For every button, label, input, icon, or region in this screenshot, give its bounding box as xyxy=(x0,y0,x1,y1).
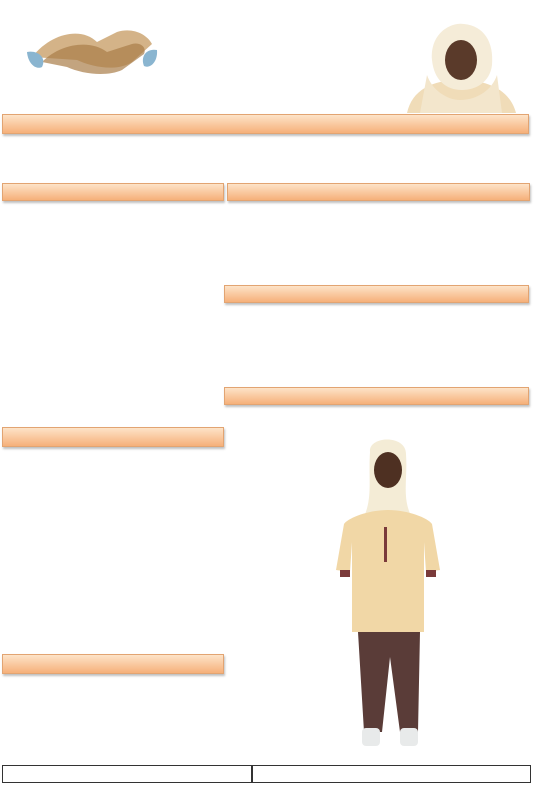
previous-employment-header xyxy=(2,654,224,674)
candidate-portrait xyxy=(402,20,520,113)
candidate-photo-header xyxy=(224,387,529,405)
footer-note-cell xyxy=(252,765,531,783)
candidate-name-band xyxy=(2,114,529,134)
company-logo xyxy=(22,22,162,112)
personal-info-header xyxy=(2,183,224,201)
skills-header xyxy=(2,427,224,447)
language-education-header xyxy=(224,285,529,303)
handshake-icon xyxy=(22,22,162,82)
candidate-full-photo xyxy=(328,432,448,752)
agent-code-cell xyxy=(2,765,252,783)
passport-details-header xyxy=(227,183,530,201)
